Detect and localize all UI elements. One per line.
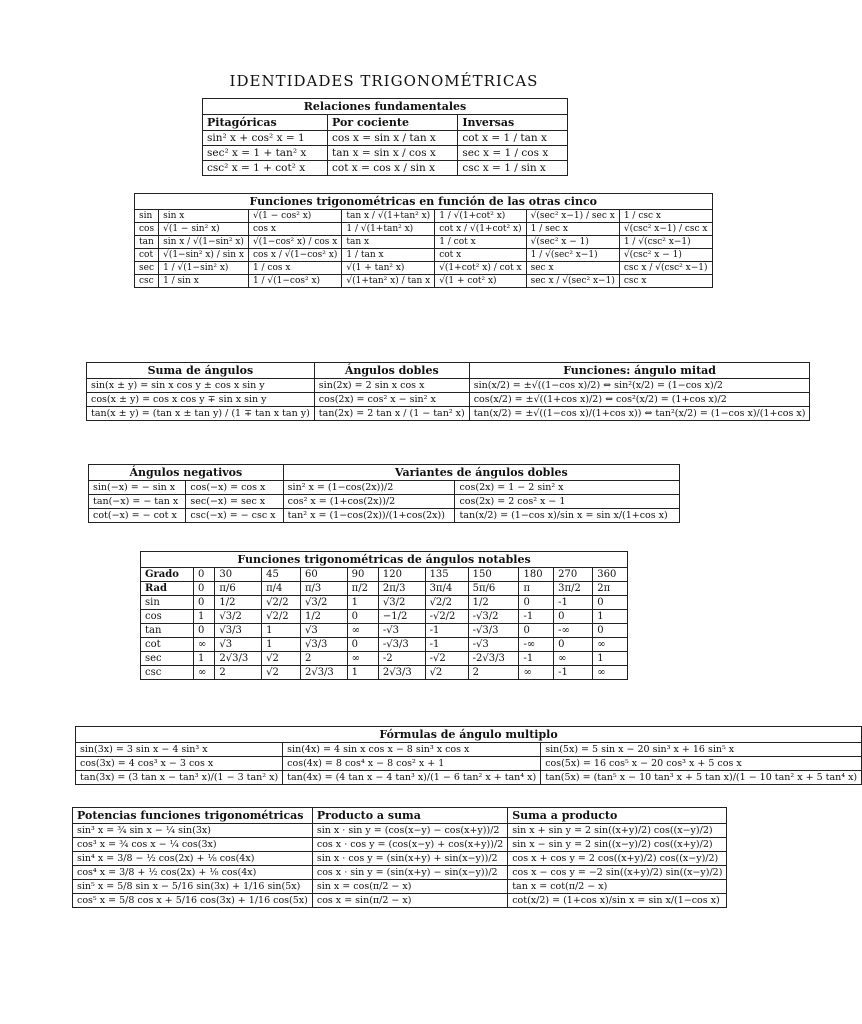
table-row [135, 275, 713, 288]
formula-cell: -1 [425, 624, 468, 638]
formula-cell: 2 [468, 666, 519, 680]
table-row [73, 880, 727, 894]
row-label: csc [135, 275, 159, 288]
formula-cell: cos(2x) = cos² x − sin² x [314, 393, 469, 407]
formula-cell: csc x / √(csc² x−1) [619, 262, 712, 275]
formula-cell: 1/2 [468, 596, 519, 610]
formula-cell: -1 [554, 596, 593, 610]
formula-cell: 1 [347, 666, 378, 680]
formula-cell: 2√3/3 [300, 666, 347, 680]
formula-cell: √3/3 [300, 638, 347, 652]
formula-cell: 1 / tan x [342, 249, 435, 262]
formula-cell: tan(x/2) = ±√((1−cos x)/(1+cos x)) ⇔ tan²(x/2) = (1−cos x)/(1+cos x) [469, 407, 810, 421]
formula-cell: √(sec² x−1) / sec x [526, 210, 619, 223]
formula-cell: π/4 [262, 582, 301, 596]
formula-cell: 135 [425, 568, 468, 582]
powers-header: Producto a suma [312, 808, 507, 824]
fundamental-header: Por cociente [328, 115, 458, 131]
formula-cell: cos x · cos y = (cos(x−y) + cos(x+y))/2 [312, 838, 507, 852]
powers-products-table [72, 807, 727, 908]
formula-cell: 30 [215, 568, 262, 582]
row-label: Grado [141, 568, 194, 582]
table-row [76, 771, 862, 785]
formula-cell: ∞ [194, 666, 215, 680]
formula-cell: sin x · sin y = (cos(x−y) − cos(x+y))/2 [312, 824, 507, 838]
formula-cell: 1 / cos x [248, 262, 341, 275]
formula-cell: -∞ [554, 624, 593, 638]
formula-cell: cos x = sin x / tan x [328, 131, 458, 146]
formula-cell: sec x / √(sec² x−1) [526, 275, 619, 288]
table-row [135, 236, 713, 249]
formula-cell: sin(3x) = 3 sin x − 4 sin³ x [76, 743, 283, 757]
formula-cell: 1 / sec x [526, 223, 619, 236]
formula-cell: −1/2 [378, 610, 425, 624]
formula-cell: 120 [378, 568, 425, 582]
formula-cell: cot x / √(1+cot² x) [435, 223, 526, 236]
sums-header: Suma de ángulos [87, 363, 315, 379]
row-label: sec [135, 262, 159, 275]
formula-cell: sin x − sin y = 2 sin((x−y)/2) cos((x+y)/2) [508, 838, 727, 852]
formula-cell: 2 [300, 652, 347, 666]
powers-header: Potencias funciones trigonométricas [73, 808, 313, 824]
row-label: cot [141, 638, 194, 652]
formula-cell: cos⁴ x = 3/8 + ½ cos(2x) + ⅛ cos(4x) [73, 866, 313, 880]
formula-cell: sin(x ± y) = sin x cos y ± cos x sin y [87, 379, 315, 393]
formula-cell: -1 [519, 610, 554, 624]
formula-cell: tan(2x) = 2 tan x / (1 − tan² x) [314, 407, 469, 421]
formula-cell: √(1 − sin² x) [159, 223, 249, 236]
formula-cell: 0 [347, 610, 378, 624]
notable-angles-table [140, 551, 628, 680]
formula-cell: sin(x/2) = ±√((1−cos x)/2) ⇔ sin²(x/2) = (1−cos x)/2 [469, 379, 810, 393]
negative-angles-table [88, 464, 680, 523]
formula-cell: -2 [378, 652, 425, 666]
formula-cell: -∞ [519, 638, 554, 652]
sum-double-half-table [86, 362, 810, 421]
formula-cell: ∞ [194, 638, 215, 652]
table-row [141, 610, 628, 624]
formula-cell: cos x − cos y = −2 sin((x+y)/2) sin((x−y)/2) [508, 866, 727, 880]
formula-cell: tan x [342, 236, 435, 249]
formula-cell: 1 / √(1+tan² x) [342, 223, 435, 236]
formula-cell: sec² x = 1 + tan² x [203, 146, 328, 161]
formula-cell: cos(5x) = 16 cos⁵ x − 20 cos³ x + 5 cos x [541, 757, 862, 771]
formula-cell: sin x · cos y = (sin(x+y) + sin(x−y))/2 [312, 852, 507, 866]
formula-cell: cos(3x) = 4 cos³ x − 3 cos x [76, 757, 283, 771]
formula-cell: 1 [194, 610, 215, 624]
formula-cell: tan(4x) = (4 tan x − 4 tan³ x)/(1 − 6 tan² x + tan⁴ x) [283, 771, 541, 785]
formula-cell: 1 / √(1+cot² x) [435, 210, 526, 223]
table-row [203, 146, 568, 161]
table-row [73, 866, 727, 880]
formula-cell: cos³ x = ¾ cos x − ¼ cos(3x) [73, 838, 313, 852]
formula-cell: 0 [347, 638, 378, 652]
formula-cell: 5π/6 [468, 582, 519, 596]
function-of-others-title: Funciones trigonométricas en función de las otras cinco [135, 194, 713, 210]
formula-cell: -√3/2 [468, 610, 519, 624]
formula-cell: sin(4x) = 4 sin x cos x − 8 sin³ x cos x [283, 743, 541, 757]
formula-cell: √3 [215, 638, 262, 652]
notable-title: Funciones trigonométricas de ángulos notables [141, 552, 628, 568]
formula-cell: 0 [194, 624, 215, 638]
neg-header: Ángulos negativos [89, 465, 284, 481]
table-row [141, 568, 628, 582]
formula-cell: -2√3/3 [468, 652, 519, 666]
formula-cell: tan(x ± y) = (tan x ± tan y) / (1 ∓ tan x tan y) [87, 407, 315, 421]
formula-cell: cos(x/2) = ±√((1+cos x)/2) ⇔ cos²(x/2) = (1+cos x)/2 [469, 393, 810, 407]
table-row [73, 852, 727, 866]
formula-cell: cos⁵ x = 5/8 cos x + 5/16 cos(3x) + 1/16 cos(5x) [73, 894, 313, 908]
formula-cell: tan² x = (1−cos(2x))/(1+cos(2x)) [283, 509, 455, 523]
formula-cell: sec(−x) = sec x [186, 495, 283, 509]
formula-cell: ∞ [593, 666, 628, 680]
formula-cell: cos x + cos y = 2 cos((x+y)/2) cos((x−y)/2) [508, 852, 727, 866]
formula-cell: 2 [215, 666, 262, 680]
table-row [135, 249, 713, 262]
formula-cell: cos(2x) = 1 − 2 sin² x [455, 481, 680, 495]
formula-cell: -√3 [468, 638, 519, 652]
row-label: tan [141, 624, 194, 638]
formula-cell: 1/2 [215, 596, 262, 610]
formula-cell: cos x · sin y = (sin(x+y) − sin(x−y))/2 [312, 866, 507, 880]
formula-cell: √2 [425, 666, 468, 680]
row-label: cos [141, 610, 194, 624]
formula-cell: 1 / sin x [159, 275, 249, 288]
formula-cell: -√3/3 [468, 624, 519, 638]
formula-cell: 45 [262, 568, 301, 582]
formula-cell: √(sec² x − 1) [526, 236, 619, 249]
table-row [87, 393, 810, 407]
formula-cell: √2/2 [425, 596, 468, 610]
formula-cell: 1 [347, 596, 378, 610]
formula-cell: 0 [519, 624, 554, 638]
formula-cell: 3π/2 [554, 582, 593, 596]
powers-header: Suma a producto [508, 808, 727, 824]
formula-cell: √(csc² x−1) / csc x [619, 223, 712, 236]
row-label: cos [135, 223, 159, 236]
formula-cell: π [519, 582, 554, 596]
formula-cell: cos(−x) = cos x [186, 481, 283, 495]
table-row [89, 495, 680, 509]
row-label: tan [135, 236, 159, 249]
formula-cell: 0 [593, 596, 628, 610]
formula-cell: 1 / √(1−sin² x) [159, 262, 249, 275]
formula-cell: 1 [593, 610, 628, 624]
formula-cell: √3/2 [215, 610, 262, 624]
fundamental-title: Relaciones fundamentales [203, 99, 568, 115]
formula-cell: sin x [159, 210, 249, 223]
formula-cell: 360 [593, 568, 628, 582]
formula-cell: 0 [194, 568, 215, 582]
formula-cell: ∞ [347, 652, 378, 666]
formula-cell: ∞ [519, 666, 554, 680]
table-row [89, 509, 680, 523]
formula-cell: 1 [262, 638, 301, 652]
formula-cell: √2 [262, 652, 301, 666]
fundamental-header: Inversas [458, 115, 568, 131]
multiple-angle-title: Fórmulas de ángulo multiplo [76, 727, 862, 743]
table-row [73, 824, 727, 838]
formula-cell: √(1 + tan² x) [342, 262, 435, 275]
formula-cell: 0 [554, 638, 593, 652]
table-row [203, 161, 568, 176]
formula-cell: √(1 + cot² x) [435, 275, 526, 288]
formula-cell: tan(−x) = − tan x [89, 495, 186, 509]
formula-cell: cot(x/2) = (1+cos x)/sin x = sin x/(1−cos x) [508, 894, 727, 908]
formula-cell: 2π/3 [378, 582, 425, 596]
formula-cell: tan(x/2) = (1−cos x)/sin x = sin x/(1+cos x) [455, 509, 680, 523]
formula-cell: cos(x ± y) = cos x cos y ∓ sin x sin y [87, 393, 315, 407]
function-of-others-table [134, 193, 713, 288]
formula-cell: √2/2 [262, 596, 301, 610]
formula-cell: cos x = sin(π/2 − x) [312, 894, 507, 908]
formula-cell: tan(3x) = (3 tan x − tan³ x)/(1 − 3 tan² x) [76, 771, 283, 785]
table-row [141, 596, 628, 610]
formula-cell: sin² x = (1−cos(2x))/2 [283, 481, 455, 495]
formula-cell: ∞ [347, 624, 378, 638]
formula-cell: 0 [519, 596, 554, 610]
table-row [87, 407, 810, 421]
formula-cell: 1 [194, 652, 215, 666]
formula-cell: 1 [262, 624, 301, 638]
formula-cell: √2/2 [262, 610, 301, 624]
formula-cell: sec x = 1 / cos x [458, 146, 568, 161]
formula-cell: sin x = cos(π/2 − x) [312, 880, 507, 894]
formula-cell: √(1−sin² x) / sin x [159, 249, 249, 262]
formula-cell: csc x [619, 275, 712, 288]
row-label: csc [141, 666, 194, 680]
formula-cell: sin⁴ x = 3/8 − ½ cos(2x) + ⅛ cos(4x) [73, 852, 313, 866]
formula-cell: 3π/4 [425, 582, 468, 596]
formula-cell: -√3 [378, 624, 425, 638]
formula-cell: 1 / csc x [619, 210, 712, 223]
formula-cell: cot x [435, 249, 526, 262]
formula-cell: ∞ [593, 638, 628, 652]
formula-cell: π/2 [347, 582, 378, 596]
row-label: sec [141, 652, 194, 666]
formula-cell: 1/2 [300, 610, 347, 624]
formula-cell: √3/2 [300, 596, 347, 610]
formula-cell: -√2/2 [425, 610, 468, 624]
table-row [141, 638, 628, 652]
table-row [141, 652, 628, 666]
formula-cell: √(1 − cos² x) [248, 210, 341, 223]
formula-cell: csc x = 1 / sin x [458, 161, 568, 176]
sums-header: Funciones: ángulo mitad [469, 363, 810, 379]
formula-cell: 0 [554, 610, 593, 624]
formula-cell: -1 [425, 638, 468, 652]
formula-cell: cot(−x) = − cot x [89, 509, 186, 523]
formula-cell: 2√3/3 [378, 666, 425, 680]
formula-cell: 180 [519, 568, 554, 582]
formula-cell: sin(2x) = 2 sin x cos x [314, 379, 469, 393]
table-row [135, 262, 713, 275]
formula-cell: -1 [519, 652, 554, 666]
formula-cell: √3 [300, 624, 347, 638]
formula-cell: cos² x = (1+cos(2x))/2 [283, 495, 455, 509]
formula-cell: -√2 [425, 652, 468, 666]
fundamental-header: Pitagóricas [203, 115, 328, 131]
formula-cell: 1 / √(sec² x−1) [526, 249, 619, 262]
table-row [89, 481, 680, 495]
formula-cell: √(1+cot² x) / cot x [435, 262, 526, 275]
formula-cell: tan(5x) = (tan⁵ x − 10 tan³ x + 5 tan x)/(1 − 10 tan² x + 5 tan⁴ x) [541, 771, 862, 785]
formula-cell: sin x / √(1−sin² x) [159, 236, 249, 249]
formula-cell: sin(5x) = 5 sin x − 20 sin³ x + 16 sin⁵ x [541, 743, 862, 757]
multiple-angle-table [75, 726, 862, 785]
formula-cell: -√3/3 [378, 638, 425, 652]
formula-cell: 2√3/3 [215, 652, 262, 666]
formula-cell: 1 / √(csc² x−1) [619, 236, 712, 249]
table-row [141, 582, 628, 596]
sums-header: Ángulos dobles [314, 363, 469, 379]
table-row [76, 757, 862, 771]
table-row [135, 210, 713, 223]
formula-cell: sin⁵ x = 5/8 sin x − 5/16 sin(3x) + 1/16 sin(5x) [73, 880, 313, 894]
formula-cell: ∞ [554, 652, 593, 666]
formula-cell: csc(−x) = − csc x [186, 509, 283, 523]
formula-cell: cos x / √(1−cos² x) [248, 249, 341, 262]
formula-cell: π/3 [300, 582, 347, 596]
row-label: Rad [141, 582, 194, 596]
formula-cell: sec x [526, 262, 619, 275]
formula-cell: cot x = 1 / tan x [458, 131, 568, 146]
formula-cell: -1 [554, 666, 593, 680]
table-row [73, 838, 727, 852]
formula-cell: cos(2x) = 2 cos² x − 1 [455, 495, 680, 509]
formula-cell: 0 [194, 582, 215, 596]
formula-cell: 2π [593, 582, 628, 596]
formula-cell: 60 [300, 568, 347, 582]
row-label: cot [135, 249, 159, 262]
table-row [87, 379, 810, 393]
row-label: sin [135, 210, 159, 223]
page-title: IDENTIDADES TRIGONOMÉTRICAS [229, 72, 539, 90]
formula-cell: √(1−cos² x) / cos x [248, 236, 341, 249]
formula-cell: sin³ x = ¾ sin x − ¼ sin(3x) [73, 824, 313, 838]
formula-cell: √3/2 [378, 596, 425, 610]
formula-cell: tan x = sin x / cos x [328, 146, 458, 161]
formula-cell: tan x / √(1+tan² x) [342, 210, 435, 223]
formula-cell: 0 [593, 624, 628, 638]
neg-header: Variantes de ángulos dobles [283, 465, 679, 481]
formula-cell: 90 [347, 568, 378, 582]
formula-cell: cot x = cos x / sin x [328, 161, 458, 176]
formula-cell: 270 [554, 568, 593, 582]
formula-cell: cos x [248, 223, 341, 236]
row-label: sin [141, 596, 194, 610]
formula-cell: π/6 [215, 582, 262, 596]
formula-cell: √(1+tan² x) / tan x [342, 275, 435, 288]
fundamental-relations-table [202, 98, 568, 176]
formula-cell: 0 [194, 596, 215, 610]
table-row [76, 743, 862, 757]
table-row [73, 894, 727, 908]
table-row [141, 666, 628, 680]
formula-cell: 1 / cot x [435, 236, 526, 249]
formula-cell: 150 [468, 568, 519, 582]
formula-cell: cos(4x) = 8 cos⁴ x − 8 cos² x + 1 [283, 757, 541, 771]
formula-cell: sin(−x) = − sin x [89, 481, 186, 495]
formula-cell: tan x = cot(π/2 − x) [508, 880, 727, 894]
formula-cell: 1 [593, 652, 628, 666]
formula-cell: √2 [262, 666, 301, 680]
formula-cell: √3/3 [215, 624, 262, 638]
formula-cell: sin² x + cos² x = 1 [203, 131, 328, 146]
formula-cell: csc² x = 1 + cot² x [203, 161, 328, 176]
table-row [203, 131, 568, 146]
table-row [135, 223, 713, 236]
formula-cell: √(csc² x − 1) [619, 249, 712, 262]
table-row [141, 624, 628, 638]
formula-cell: sin x + sin y = 2 sin((x+y)/2) cos((x−y)/2) [508, 824, 727, 838]
formula-cell: 1 / √(1−cos² x) [248, 275, 341, 288]
